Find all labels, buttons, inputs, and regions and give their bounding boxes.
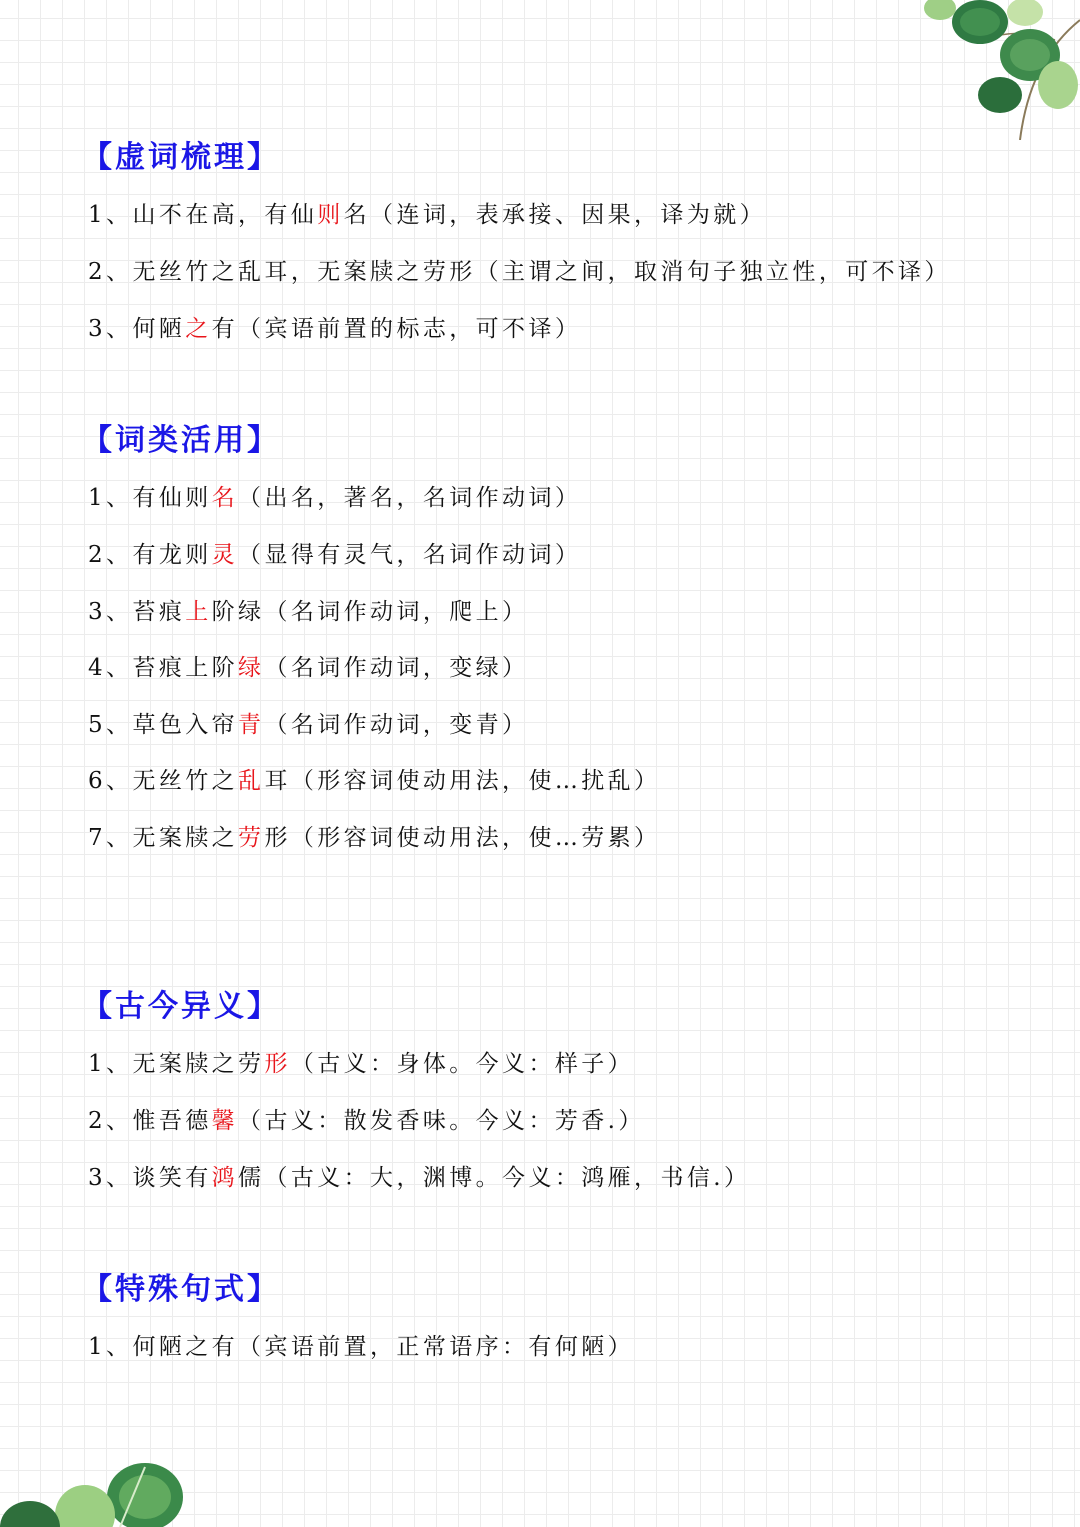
highlighted-word: 形 [264, 1051, 291, 1077]
highlighted-word: 则 [317, 202, 344, 228]
section-title: 【古今异义】 [82, 989, 280, 1024]
leaf-decoration-top-right-icon [880, 0, 1080, 140]
list-item: 6、无丝竹之乱耳（形容词使动用法，使…扰乱） [88, 768, 661, 794]
list-item: 2、惟吾德馨（古义：散发香味。今义：芳香.） [88, 1108, 645, 1134]
list-item: 5、草色入帘青（名词作动词，变青） [88, 712, 529, 738]
list-item: 1、无案牍之劳形（古义：身体。今义：样子） [88, 1051, 635, 1077]
highlighted-word: 上 [185, 599, 212, 625]
list-item: 1、有仙则名（出名，著名，名词作动词） [88, 485, 582, 511]
section-title: 【虚词梳理】 [82, 140, 280, 175]
highlighted-word: 名 [211, 485, 239, 511]
highlighted-word: 劳 [238, 825, 265, 851]
highlighted-word: 馨 [211, 1108, 239, 1134]
highlighted-word: 灵 [211, 542, 239, 568]
highlighted-word: 鸿 [211, 1165, 239, 1191]
list-item: 4、苔痕上阶绿（名词作动词，变绿） [88, 655, 529, 681]
list-item: 7、无案牍之劳形（形容词使动用法，使…劳累） [88, 825, 661, 851]
list-item: 3、谈笑有鸿儒（古义：大，渊博。今义：鸿雁，书信.） [88, 1165, 751, 1191]
section-title: 【词类活用】 [82, 423, 280, 458]
highlighted-word: 青 [238, 712, 265, 738]
leaf-decoration-bottom-left-icon [0, 1437, 200, 1527]
highlighted-word: 之 [185, 316, 212, 342]
list-item: 2、无丝竹之乱耳，无案牍之劳形（主谓之间，取消句子独立性，可不译） [88, 259, 951, 285]
list-item: 3、何陋之有（宾语前置的标志，可不译） [88, 316, 582, 342]
list-item: 2、有龙则灵（显得有灵气，名词作动词） [88, 542, 582, 568]
section-title: 【特殊句式】 [82, 1272, 280, 1307]
highlighted-word: 绿 [238, 655, 265, 681]
list-item: 1、山不在高，有仙则名（连词，表承接、因果，译为就） [88, 202, 767, 228]
list-item: 3、苔痕上阶绿（名词作动词，爬上） [88, 599, 529, 625]
list-item: 1、何陋之有（宾语前置，正常语序：有何陋） [88, 1334, 635, 1360]
highlighted-word: 乱 [238, 768, 265, 794]
